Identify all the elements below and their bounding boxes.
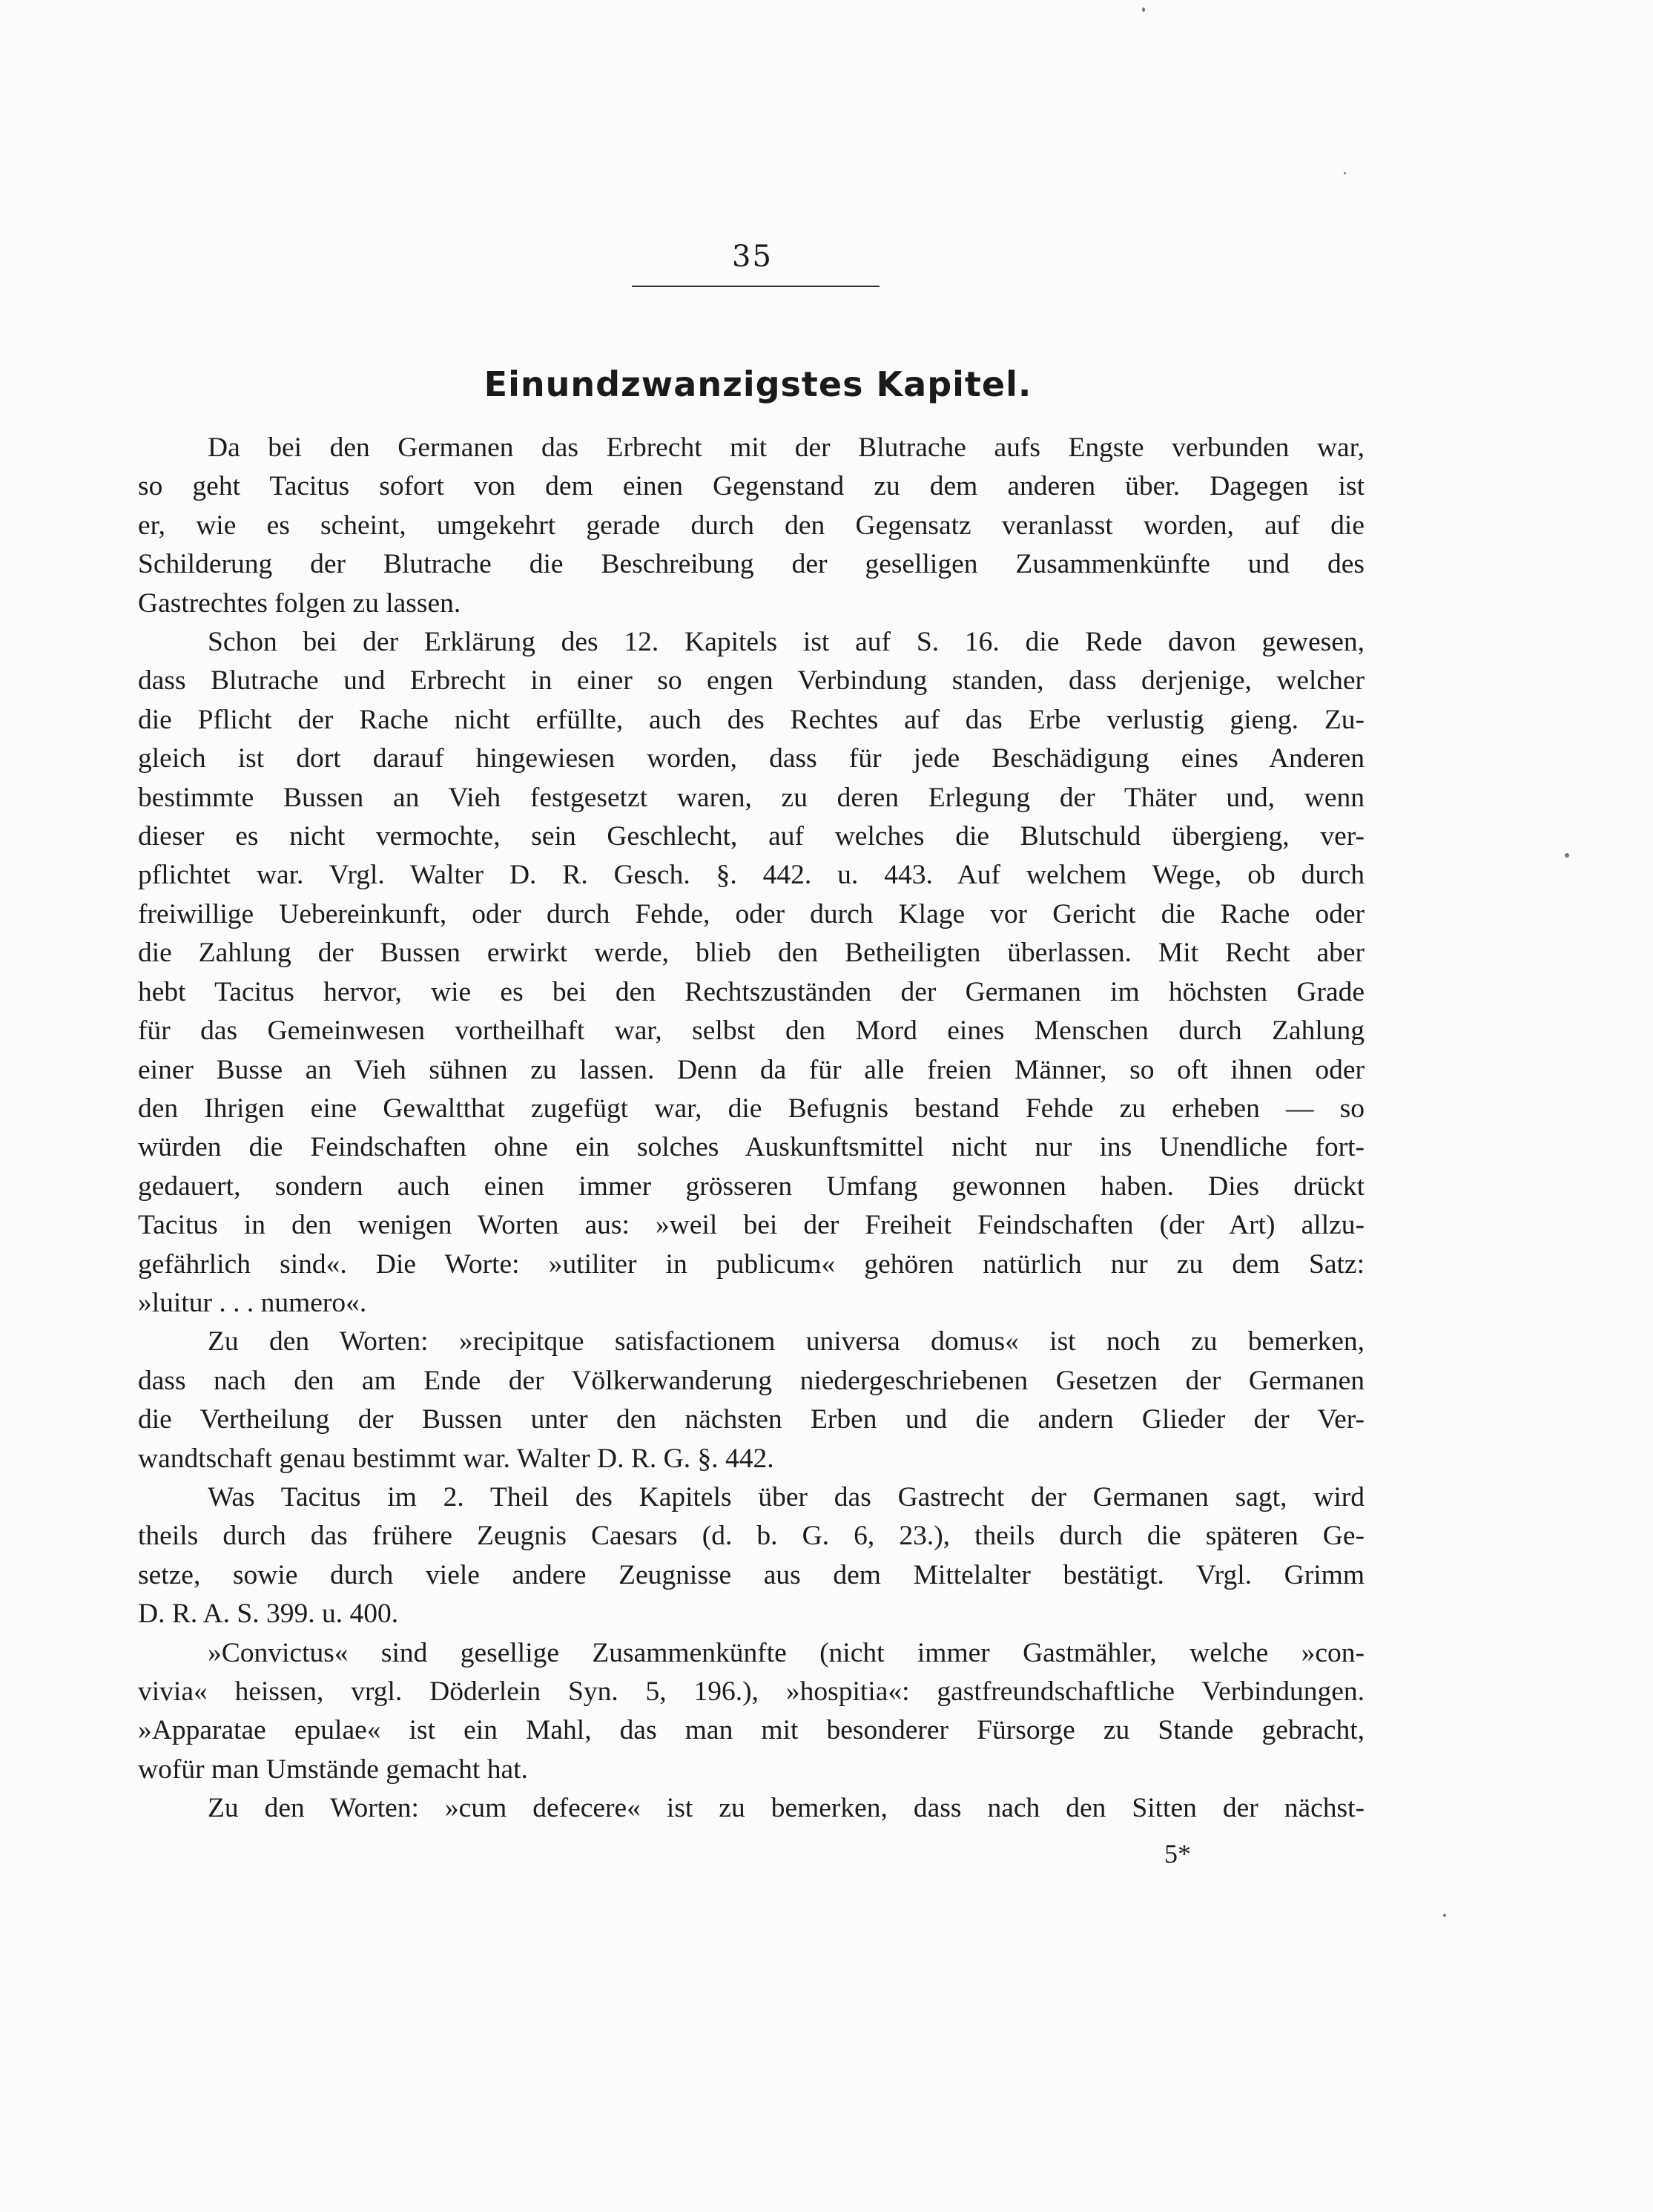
text-line: dass Blutrache und Erbrecht in einer so engen Verbindung standen, dass derjenige, welcher [138, 665, 1365, 697]
text-line: gedauert, sondern auch einen immer grösseren Umfang gewonnen haben. Dies drückt [138, 1171, 1365, 1202]
text-line: dass nach den am Ende der Völkerwanderung niedergeschriebenen Gesetzen der Germanen [138, 1365, 1365, 1396]
text-line: Gastrechtes folgen zu lassen. [138, 587, 461, 619]
text-line: »Convictus« sind gesellige Zusammenkünfte (nicht immer Gastmähler, welche »con- [208, 1637, 1365, 1668]
text-line: hebt Tacitus hervor, wie es bei den Rechtszuständen der Germanen im höchsten Grade [138, 976, 1365, 1007]
text-line: Was Tacitus im 2. Theil des Kapitels über das Gastrecht der Germanen sagt, wird [208, 1481, 1365, 1512]
text-line: würden die Feindschaften ohne ein solches Auskunftsmittel nicht nur ins Unendliche fort- [138, 1132, 1365, 1163]
text-line: den Ihrigen eine Gewaltthat zugefügt war, die Befugnis bestand Fehde zu erheben — so [138, 1093, 1365, 1124]
text-line: theils durch das frühere Zeugnis Caesars (d. b. G. 6, 23.), theils durch die späteren Ge- [138, 1521, 1365, 1552]
header-rule [632, 286, 880, 287]
text-line: Da bei den Germanen das Erbrecht mit der Blutrache aufs Engste verbunden war, [208, 432, 1365, 463]
text-line: wandtschaft genau bestimmt war. Walter D. R. G. §. 442. [138, 1443, 774, 1474]
text-line: die Vertheilung der Bussen unter den nächsten Erben und die andern Glieder der Ver- [138, 1404, 1365, 1435]
text-line: D. R. A. S. 399. u. 400. [138, 1599, 399, 1630]
text-line: Zu den Worten: »recipitque satisfactionem universa domus« ist noch zu bemerken, [208, 1326, 1365, 1357]
text-line: Tacitus in den wenigen Worten aus: »weil bei der Freiheit Feindschaften (der Art) allzu- [138, 1210, 1365, 1241]
text-line: wofür man Umstände gemacht hat. [138, 1754, 528, 1785]
paper-speck [1565, 853, 1569, 858]
text-line: für das Gemeinwesen vortheilhaft war, selbst den Mord eines Menschen durch Zahlung [138, 1016, 1365, 1047]
text-line: pflichtet war. Vrgl. Walter D. R. Gesch. §. 442. u. 443. Auf welchem Wege, ob durch [138, 860, 1365, 891]
text-line: gleich ist dort darauf hingewiesen worden, dass für jede Beschädigung eines Anderen [138, 743, 1365, 774]
text-line: gefährlich sind«. Die Worte: »utiliter in publicum« gehören natürlich nur zu dem Satz: [138, 1248, 1365, 1280]
text-line: Zu den Worten: »cum defecere« ist zu bemerken, dass nach den Sitten der nächst- [208, 1793, 1365, 1824]
text-line: Schilderung der Blutrache die Beschreibung der geselligen Zusammenkünfte und des [138, 549, 1365, 580]
text-line: dieser es nicht vermochte, sein Geschlecht, auf welches die Blutschuld übergieng, ver- [138, 821, 1365, 852]
text-line: so geht Tacitus sofort von dem einen Gegenstand zu dem anderen über. Dagegen ist [138, 471, 1365, 502]
paper-speck [1142, 7, 1145, 12]
text-line: bestimmte Bussen an Vieh festgesetzt waren, zu deren Erlegung der Thäter und, wenn [138, 782, 1365, 813]
text-line: vivia« heissen, vrgl. Döderlein Syn. 5, 196.), »hospitia«: gastfreundschaftliche Verbindungen. [138, 1676, 1365, 1707]
signature-mark: 5* [1164, 1839, 1191, 1869]
text-line: er, wie es scheint, umgekehrt gerade durch den Gegensatz veranlasst worden, auf die [138, 510, 1365, 541]
text-line: freiwillige Uebereinkunft, oder durch Fehde, oder durch Klage vor Gericht die Rache oder [138, 898, 1365, 929]
text-line: die Pflicht der Rache nicht erfüllte, auch des Rechtes auf das Erbe verlustig gieng. Zu- [138, 704, 1365, 735]
text-line: Schon bei der Erklärung des 12. Kapitels ist auf S. 16. die Rede davon gewesen, [208, 627, 1365, 658]
paper-speck [1344, 172, 1346, 174]
text-line: einer Busse an Vieh sühnen zu lassen. Denn da für alle freien Männer, so oft ihnen oder [138, 1054, 1365, 1085]
text-line: »luitur . . . numero«. [138, 1287, 367, 1318]
chapter-title: Einundzwanzigstes Kapitel. [484, 364, 1032, 404]
paper-speck [1443, 1914, 1446, 1917]
chapter-body [138, 429, 1365, 1828]
text-line: die Zahlung der Bussen erwirkt werde, blieb den Betheiligten überlassen. Mit Recht aber [138, 938, 1365, 969]
text-line: »Apparatae epulae« ist ein Mahl, das man mit besonderer Fürsorge zu Stande gebracht, [138, 1715, 1365, 1746]
text-line: setze, sowie durch viele andere Zeugnisse aus dem Mittelalter bestätigt. Vrgl. Grimm [138, 1559, 1365, 1590]
page-number: 35 [732, 240, 773, 274]
